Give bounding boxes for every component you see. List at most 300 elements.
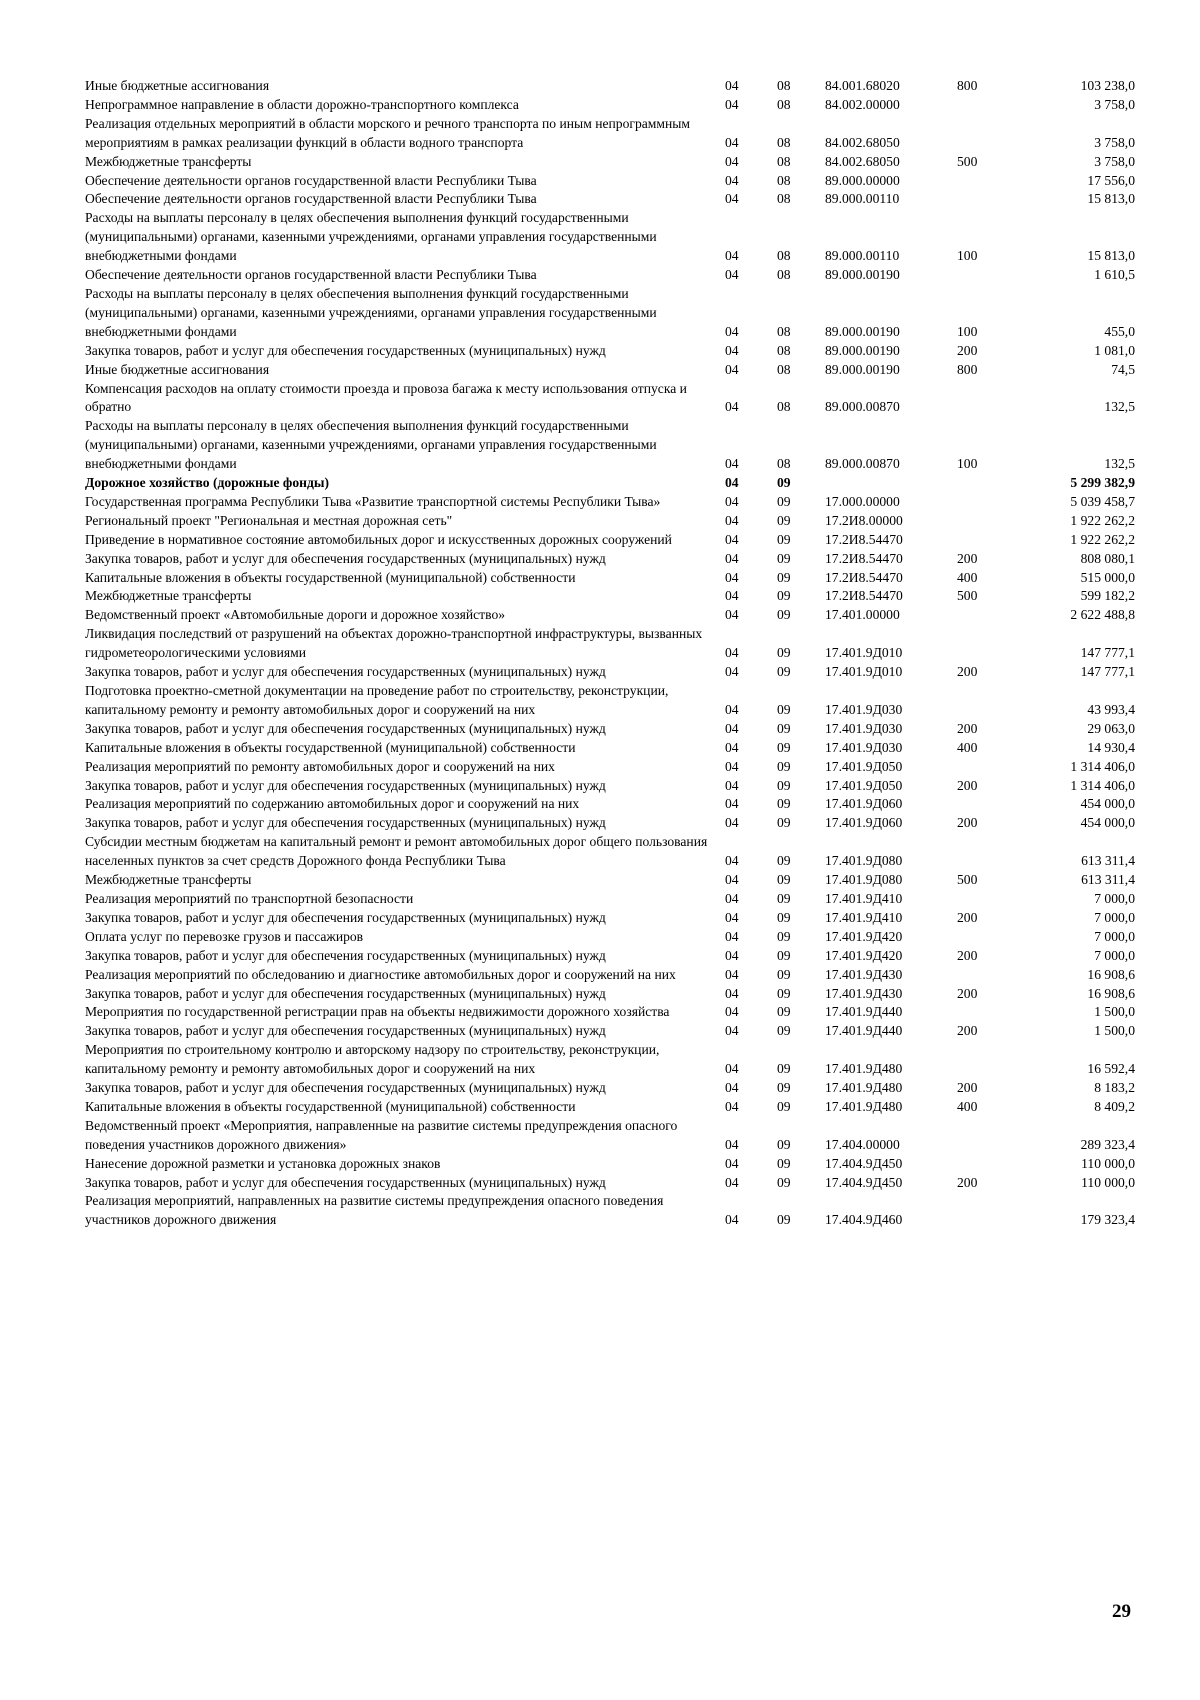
row-section-code: 04 [725, 664, 739, 680]
table-row [85, 966, 1135, 985]
row-name: Закупка товаров, работ и услуг для обеспечения государственных (муниципальных) нужд [85, 720, 606, 736]
row-name: Закупка товаров, работ и услуг для обеспечения государственных (муниципальных) нужд [85, 1080, 606, 1096]
row-subsection-code: 09 [777, 1136, 791, 1152]
row-section-code: 04 [725, 134, 739, 150]
page-number: 29 [1112, 1601, 1131, 1622]
row-expense-type-code [957, 890, 1017, 909]
row-expense-type-code: 100 [957, 323, 978, 339]
row-target-item-code: 84.002.68050 [825, 134, 900, 150]
row-subsection-code: 09 [777, 475, 791, 491]
table-row [85, 663, 1135, 682]
row-name: Межбюджетные трансферты [85, 588, 252, 604]
row-expense-type-code [957, 928, 1017, 947]
row-target-item-code: 17.401.9Д060 [825, 815, 903, 831]
table-row [85, 777, 1135, 796]
row-expense-type-code: 100 [957, 456, 978, 472]
row-section-code: 04 [725, 815, 739, 831]
table-row [85, 890, 1135, 909]
row-target-item-code: 89.000.00000 [825, 172, 900, 188]
row-subsection-code: 09 [777, 550, 791, 566]
row-name: Мероприятия по строительному контролю и авторскому надзору по строительству, реконструкции, капитальному ремонту и ремонту автомобильных дорог и сооружений на них [85, 1042, 660, 1077]
row-amount: 74,5 [1111, 361, 1135, 377]
table-row [85, 550, 1135, 569]
table-row [85, 1192, 1135, 1230]
row-subsection-code: 09 [777, 1098, 791, 1114]
table-row [85, 795, 1135, 814]
row-expense-type-code: 500 [957, 872, 978, 888]
row-amount: 5 299 382,9 [1070, 475, 1135, 491]
row-subsection-code: 09 [777, 872, 791, 888]
row-section-code: 04 [725, 872, 739, 888]
row-amount: 1 314 406,0 [1070, 777, 1135, 793]
row-expense-type-code: 800 [957, 78, 978, 93]
row-section-code: 04 [725, 550, 739, 566]
row-name: Закупка товаров, работ и услуг для обеспечения государственных (муниципальных) нужд [85, 777, 606, 793]
row-section-code: 04 [725, 342, 739, 358]
row-name: Закупка товаров, работ и услуг для обеспечения государственных (муниципальных) нужд [85, 342, 606, 358]
row-target-item-code: 17.401.9Д030 [825, 720, 903, 736]
row-name: Иные бюджетные ассигнования [85, 78, 270, 93]
row-amount: 14 930,4 [1087, 739, 1135, 755]
table-row [85, 342, 1135, 361]
row-section-code: 04 [725, 796, 739, 812]
row-subsection-code: 09 [777, 588, 791, 604]
row-expense-type-code: 200 [957, 909, 978, 925]
row-subsection-code: 09 [777, 739, 791, 755]
row-subsection-code: 09 [777, 664, 791, 680]
row-name: Компенсация расходов на оплату стоимости проезда и провоза багажа к месту использования отпуска и обратно [85, 380, 687, 415]
table-row [85, 172, 1135, 191]
row-name: Региональный проект "Региональная и местная дорожная сеть" [85, 512, 453, 528]
row-target-item-code [825, 474, 957, 493]
row-amount: 7 000,0 [1094, 928, 1135, 944]
row-subsection-code: 09 [777, 569, 791, 585]
row-expense-type-code: 200 [957, 1080, 978, 1096]
row-expense-type-code [957, 606, 1017, 625]
row-subsection-code: 09 [777, 607, 791, 623]
row-target-item-code: 89.000.00110 [825, 191, 900, 207]
row-name: Капитальные вложения в объекты государственной (муниципальной) собственности [85, 569, 576, 585]
row-name: Закупка товаров, работ и услуг для обеспечения государственных (муниципальных) нужд [85, 815, 606, 831]
row-target-item-code: 17.401.9Д030 [825, 739, 903, 755]
row-amount: 7 000,0 [1094, 947, 1135, 963]
row-expense-type-code [957, 474, 1017, 493]
row-subsection-code: 09 [777, 1080, 791, 1096]
row-section-code: 04 [725, 966, 739, 982]
row-expense-type-code [957, 966, 1017, 985]
row-target-item-code: 89.000.00190 [825, 267, 900, 283]
row-name: Закупка товаров, работ и услуг для обеспечения государственных (муниципальных) нужд [85, 550, 606, 566]
row-amount: 43 993,4 [1087, 701, 1135, 717]
table-row [85, 380, 1135, 418]
row-section-code: 04 [725, 588, 739, 604]
row-section-code: 04 [725, 96, 739, 112]
row-subsection-code: 08 [777, 267, 791, 283]
row-target-item-code: 17.401.9Д480 [825, 1061, 903, 1077]
table-row [85, 1003, 1135, 1022]
table-row [85, 209, 1135, 266]
row-expense-type-code: 400 [957, 739, 978, 755]
row-subsection-code: 09 [777, 493, 791, 509]
row-subsection-code: 08 [777, 191, 791, 207]
table-row [85, 96, 1135, 115]
row-expense-type-code: 200 [957, 342, 978, 358]
row-target-item-code: 17.401.9Д050 [825, 758, 903, 774]
row-amount: 2 622 488,8 [1070, 607, 1135, 623]
row-amount: 110 000,0 [1081, 1155, 1135, 1171]
row-section-code: 04 [725, 1080, 739, 1096]
row-section-code: 04 [725, 78, 739, 93]
row-expense-type-code [957, 1117, 1017, 1155]
row-amount: 613 311,4 [1081, 872, 1135, 888]
row-expense-type-code: 200 [957, 1023, 978, 1039]
row-target-item-code: 84.002.00000 [825, 96, 900, 112]
row-target-item-code: 17.401.9Д410 [825, 890, 903, 906]
row-subsection-code: 08 [777, 153, 791, 169]
row-amount: 613 311,4 [1081, 853, 1135, 869]
row-section-code: 04 [725, 456, 739, 472]
row-expense-type-code: 200 [957, 550, 978, 566]
row-target-item-code: 89.000.00190 [825, 342, 900, 358]
row-expense-type-code [957, 493, 1017, 512]
row-target-item-code: 17.2И8.54470 [825, 569, 903, 585]
table-row [85, 814, 1135, 833]
table-row [85, 928, 1135, 947]
row-subsection-code: 09 [777, 758, 791, 774]
table-row [85, 569, 1135, 588]
row-amount: 16 592,4 [1087, 1061, 1135, 1077]
row-amount: 103 238,0 [1080, 78, 1135, 93]
table-row [85, 512, 1135, 531]
row-target-item-code: 17.401.9Д050 [825, 777, 903, 793]
row-section-code: 04 [725, 569, 739, 585]
row-section-code: 04 [725, 475, 739, 491]
row-expense-type-code [957, 512, 1017, 531]
row-section-code: 04 [725, 607, 739, 623]
row-name: Обеспечение деятельности органов государственной власти Республики Тыва [85, 191, 537, 207]
row-target-item-code: 17.2И8.54470 [825, 588, 903, 604]
row-amount: 8 409,2 [1094, 1098, 1135, 1114]
row-expense-type-code: 200 [957, 985, 978, 1001]
row-subsection-code: 08 [777, 134, 791, 150]
row-expense-type-code [957, 833, 1017, 871]
row-amount: 1 500,0 [1094, 1023, 1135, 1039]
row-name: Непрограммное направление в области дорожно-транспортного комплекса [85, 96, 519, 112]
row-amount: 16 908,6 [1087, 966, 1135, 982]
row-amount: 455,0 [1104, 323, 1135, 339]
budget-table [85, 77, 1135, 1230]
row-name: Ведомственный проект «Автомобильные дороги и дорожное хозяйство» [85, 607, 506, 623]
row-target-item-code: 89.000.00190 [825, 361, 900, 377]
row-target-item-code: 17.401.9Д080 [825, 872, 903, 888]
row-section-code: 04 [725, 1061, 739, 1077]
row-section-code: 04 [725, 777, 739, 793]
row-amount: 147 777,1 [1080, 664, 1135, 680]
row-target-item-code: 84.001.68020 [825, 78, 900, 93]
table-row [85, 285, 1135, 342]
table-row [85, 739, 1135, 758]
row-target-item-code: 17.401.9Д430 [825, 966, 903, 982]
row-target-item-code: 84.002.68050 [825, 153, 900, 169]
row-expense-type-code: 400 [957, 1098, 978, 1114]
row-subsection-code: 08 [777, 78, 791, 93]
row-target-item-code: 89.000.00870 [825, 456, 900, 472]
row-amount: 1 314 406,0 [1070, 758, 1135, 774]
row-name: Дорожное хозяйство (дорожные фонды) [85, 475, 329, 491]
row-target-item-code: 17.401.9Д030 [825, 701, 903, 717]
table-row [85, 417, 1135, 474]
row-section-code: 04 [725, 531, 739, 547]
table-row [85, 985, 1135, 1004]
row-section-code: 04 [725, 890, 739, 906]
row-section-code: 04 [725, 1004, 739, 1020]
table-row [85, 833, 1135, 871]
row-target-item-code: 17.401.9Д420 [825, 947, 903, 963]
row-subsection-code: 08 [777, 399, 791, 415]
table-row [85, 909, 1135, 928]
table-row [85, 947, 1135, 966]
row-section-code: 04 [725, 248, 739, 264]
row-section-code: 04 [725, 1155, 739, 1171]
row-section-code: 04 [725, 758, 739, 774]
table-row [85, 587, 1135, 606]
row-amount: 8 183,2 [1094, 1080, 1135, 1096]
row-expense-type-code [957, 625, 1017, 663]
table-row [85, 1117, 1135, 1155]
row-section-code: 04 [725, 928, 739, 944]
row-target-item-code: 17.401.9Д480 [825, 1098, 903, 1114]
table-row [85, 1022, 1135, 1041]
row-amount: 1 500,0 [1094, 1004, 1135, 1020]
row-target-item-code: 17.401.00000 [825, 607, 900, 623]
row-name: Капитальные вложения в объекты государственной (муниципальной) собственности [85, 1098, 576, 1114]
row-expense-type-code [957, 758, 1017, 777]
row-target-item-code: 17.401.9Д440 [825, 1004, 903, 1020]
table-row [85, 77, 1135, 96]
row-amount: 808 080,1 [1080, 550, 1135, 566]
row-amount: 7 000,0 [1094, 890, 1135, 906]
row-subsection-code: 09 [777, 1212, 791, 1228]
table-row [85, 190, 1135, 209]
row-subsection-code: 08 [777, 342, 791, 358]
row-expense-type-code [957, 380, 1017, 418]
row-amount: 7 000,0 [1094, 909, 1135, 925]
row-name: Ведомственный проект «Мероприятия, направленные на развитие системы предупреждения опасного поведения участников дорожного движения» [85, 1117, 678, 1152]
row-name: Подготовка проектно-сметной документации на проведение работ по строительству, реконструкции, капитальному ремонту и ремонту автомобильных дорог и сооружений на них [85, 683, 669, 717]
row-target-item-code: 17.401.9Д440 [825, 1023, 903, 1039]
row-amount: 132,5 [1104, 399, 1135, 415]
row-target-item-code: 17.2И8.00000 [825, 512, 903, 528]
row-expense-type-code [957, 1003, 1017, 1022]
row-subsection-code: 08 [777, 248, 791, 264]
table-row [85, 1079, 1135, 1098]
row-expense-type-code: 800 [957, 361, 978, 377]
row-target-item-code: 17.2И8.54470 [825, 531, 903, 547]
row-amount: 515 000,0 [1080, 569, 1135, 585]
row-subsection-code: 09 [777, 909, 791, 925]
row-amount: 17 556,0 [1087, 172, 1135, 188]
row-name: Обеспечение деятельности органов государственной власти Республики Тыва [85, 172, 537, 188]
row-amount: 3 758,0 [1094, 96, 1135, 112]
table-row [85, 1041, 1135, 1079]
row-name: Закупка товаров, работ и услуг для обеспечения государственных (муниципальных) нужд [85, 664, 606, 680]
row-name: Иные бюджетные ассигнования [85, 361, 270, 377]
row-expense-type-code: 400 [957, 569, 978, 585]
table-row [85, 1098, 1135, 1117]
row-name: Закупка товаров, работ и услуг для обеспечения государственных (муниципальных) нужд [85, 985, 606, 1001]
row-name: Реализация мероприятий по ремонту автомобильных дорог и сооружений на них [85, 758, 555, 774]
row-section-code: 04 [725, 153, 739, 169]
row-name: Государственная программа Республики Тыва «Развитие транспортной системы Республики Тыва» [85, 493, 661, 509]
row-section-code: 04 [725, 1212, 739, 1228]
row-subsection-code: 09 [777, 1174, 791, 1190]
row-name: Межбюджетные трансферты [85, 153, 252, 169]
table-row [85, 720, 1135, 739]
table-row [85, 871, 1135, 890]
row-expense-type-code [957, 1155, 1017, 1174]
row-subsection-code: 08 [777, 361, 791, 377]
row-subsection-code: 09 [777, 966, 791, 982]
row-amount: 1 610,5 [1094, 267, 1135, 283]
row-name: Межбюджетные трансферты [85, 872, 252, 888]
row-name: Реализация мероприятий по обследованию и диагностике автомобильных дорог и сооружений на них [85, 966, 676, 982]
row-name: Обеспечение деятельности органов государственной власти Республики Тыва [85, 267, 537, 283]
table-row [85, 758, 1135, 777]
row-target-item-code: 17.401.9Д430 [825, 985, 903, 1001]
row-name: Реализация мероприятий по транспортной безопасности [85, 890, 414, 906]
row-expense-type-code [957, 190, 1017, 209]
row-target-item-code: 89.000.00870 [825, 399, 900, 415]
row-name: Реализация мероприятий, направленных на развитие системы предупреждения опасного поведения участников дорожного движения [85, 1193, 664, 1228]
row-target-item-code: 17.401.9Д010 [825, 645, 903, 661]
row-amount: 1 922 262,2 [1070, 512, 1135, 528]
row-amount: 5 039 458,7 [1070, 493, 1135, 509]
row-target-item-code: 17.404.9Д460 [825, 1212, 903, 1228]
row-expense-type-code [957, 795, 1017, 814]
row-section-code: 04 [725, 399, 739, 415]
row-subsection-code: 09 [777, 1155, 791, 1171]
row-expense-type-code [957, 96, 1017, 115]
row-subsection-code: 08 [777, 172, 791, 188]
row-name: Ликвидация последствий от разрушений на объектах дорожно-транспортной инфраструктуры, вызванных гидрометеорологическими условиями [85, 626, 703, 661]
row-expense-type-code [957, 1192, 1017, 1230]
row-amount: 3 758,0 [1094, 134, 1135, 150]
row-section-code: 04 [725, 645, 739, 661]
row-section-code: 04 [725, 739, 739, 755]
row-target-item-code: 17.401.9Д480 [825, 1080, 903, 1096]
row-amount: 1 081,0 [1094, 342, 1135, 358]
row-target-item-code: 89.000.00110 [825, 248, 900, 264]
row-target-item-code: 17.000.00000 [825, 493, 900, 509]
row-name: Мероприятия по государственной регистрации прав на объекты недвижимости дорожного хозяйства [85, 1004, 670, 1020]
row-section-code: 04 [725, 720, 739, 736]
table-row [85, 361, 1135, 380]
row-amount: 15 813,0 [1087, 248, 1135, 264]
row-section-code: 04 [725, 1136, 739, 1152]
row-amount: 147 777,1 [1080, 645, 1135, 661]
row-expense-type-code: 500 [957, 588, 978, 604]
row-subsection-code: 09 [777, 815, 791, 831]
row-target-item-code: 17.401.9Д080 [825, 853, 903, 869]
row-target-item-code: 17.404.00000 [825, 1136, 900, 1152]
row-target-item-code: 17.401.9Д060 [825, 796, 903, 812]
row-expense-type-code [957, 531, 1017, 550]
row-section-code: 04 [725, 985, 739, 1001]
row-amount: 454 000,0 [1080, 815, 1135, 831]
table-row [85, 606, 1135, 625]
row-name: Закупка товаров, работ и услуг для обеспечения государственных (муниципальных) нужд [85, 947, 606, 963]
row-amount: 15 813,0 [1087, 191, 1135, 207]
row-amount: 16 908,6 [1087, 985, 1135, 1001]
row-subsection-code: 09 [777, 531, 791, 547]
row-amount: 110 000,0 [1081, 1174, 1135, 1190]
row-subsection-code: 09 [777, 777, 791, 793]
row-section-code: 04 [725, 701, 739, 717]
row-target-item-code: 17.404.9Д450 [825, 1155, 903, 1171]
row-amount: 132,5 [1104, 456, 1135, 472]
row-subsection-code: 09 [777, 985, 791, 1001]
row-section-code: 04 [725, 947, 739, 963]
row-amount: 599 182,2 [1080, 588, 1135, 604]
table-row [85, 1155, 1135, 1174]
row-section-code: 04 [725, 853, 739, 869]
row-section-code: 04 [725, 1023, 739, 1039]
row-subsection-code: 09 [777, 512, 791, 528]
row-subsection-code: 09 [777, 853, 791, 869]
row-name: Расходы на выплаты персоналу в целях обеспечения выполнения функций государственными (муниципальными) органами, казенными учреждениями, органами управления государственными внебюджетными фондами [85, 418, 657, 472]
row-expense-type-code: 200 [957, 720, 978, 736]
row-target-item-code: 17.401.9Д410 [825, 909, 903, 925]
row-expense-type-code: 200 [957, 1174, 978, 1190]
row-subsection-code: 09 [777, 720, 791, 736]
row-section-code: 04 [725, 191, 739, 207]
row-name: Нанесение дорожной разметки и установка дорожных знаков [85, 1155, 441, 1171]
table-row [85, 153, 1135, 172]
row-target-item-code: 17.401.9Д010 [825, 664, 903, 680]
row-expense-type-code [957, 266, 1017, 285]
row-target-item-code: 17.404.9Д450 [825, 1174, 903, 1190]
row-name: Приведение в нормативное состояние автомобильных дорог и искусственных дорожных сооружений [85, 531, 672, 547]
row-subsection-code: 09 [777, 701, 791, 717]
row-section-code: 04 [725, 323, 739, 339]
row-expense-type-code: 200 [957, 664, 978, 680]
row-expense-type-code: 500 [957, 153, 978, 169]
row-section-code: 04 [725, 1174, 739, 1190]
row-name: Закупка товаров, работ и услуг для обеспечения государственных (муниципальных) нужд [85, 909, 606, 925]
budget-table-body [85, 77, 1135, 1230]
table-row [85, 625, 1135, 663]
row-subsection-code: 08 [777, 96, 791, 112]
row-name: Капитальные вложения в объекты государственной (муниципальной) собственности [85, 739, 576, 755]
row-section-code: 04 [725, 1098, 739, 1114]
row-amount: 289 323,4 [1080, 1136, 1135, 1152]
row-section-code: 04 [725, 267, 739, 283]
row-amount: 1 922 262,2 [1070, 531, 1135, 547]
row-amount: 179 323,4 [1080, 1212, 1135, 1228]
row-section-code: 04 [725, 493, 739, 509]
row-amount: 454 000,0 [1080, 796, 1135, 812]
row-target-item-code: 17.401.9Д420 [825, 928, 903, 944]
row-name: Реализация мероприятий по содержанию автомобильных дорог и сооружений на них [85, 796, 580, 812]
row-subsection-code: 09 [777, 947, 791, 963]
table-row [85, 531, 1135, 550]
row-name: Реализация отдельных мероприятий в области морского и речного транспорта по иным непрограммным мероприятиям в рамках реализации функций в области водного транспорта [85, 115, 690, 150]
row-expense-type-code: 200 [957, 777, 978, 793]
row-expense-type-code: 100 [957, 248, 978, 264]
row-expense-type-code [957, 115, 1017, 153]
row-subsection-code: 09 [777, 928, 791, 944]
row-subsection-code: 09 [777, 890, 791, 906]
